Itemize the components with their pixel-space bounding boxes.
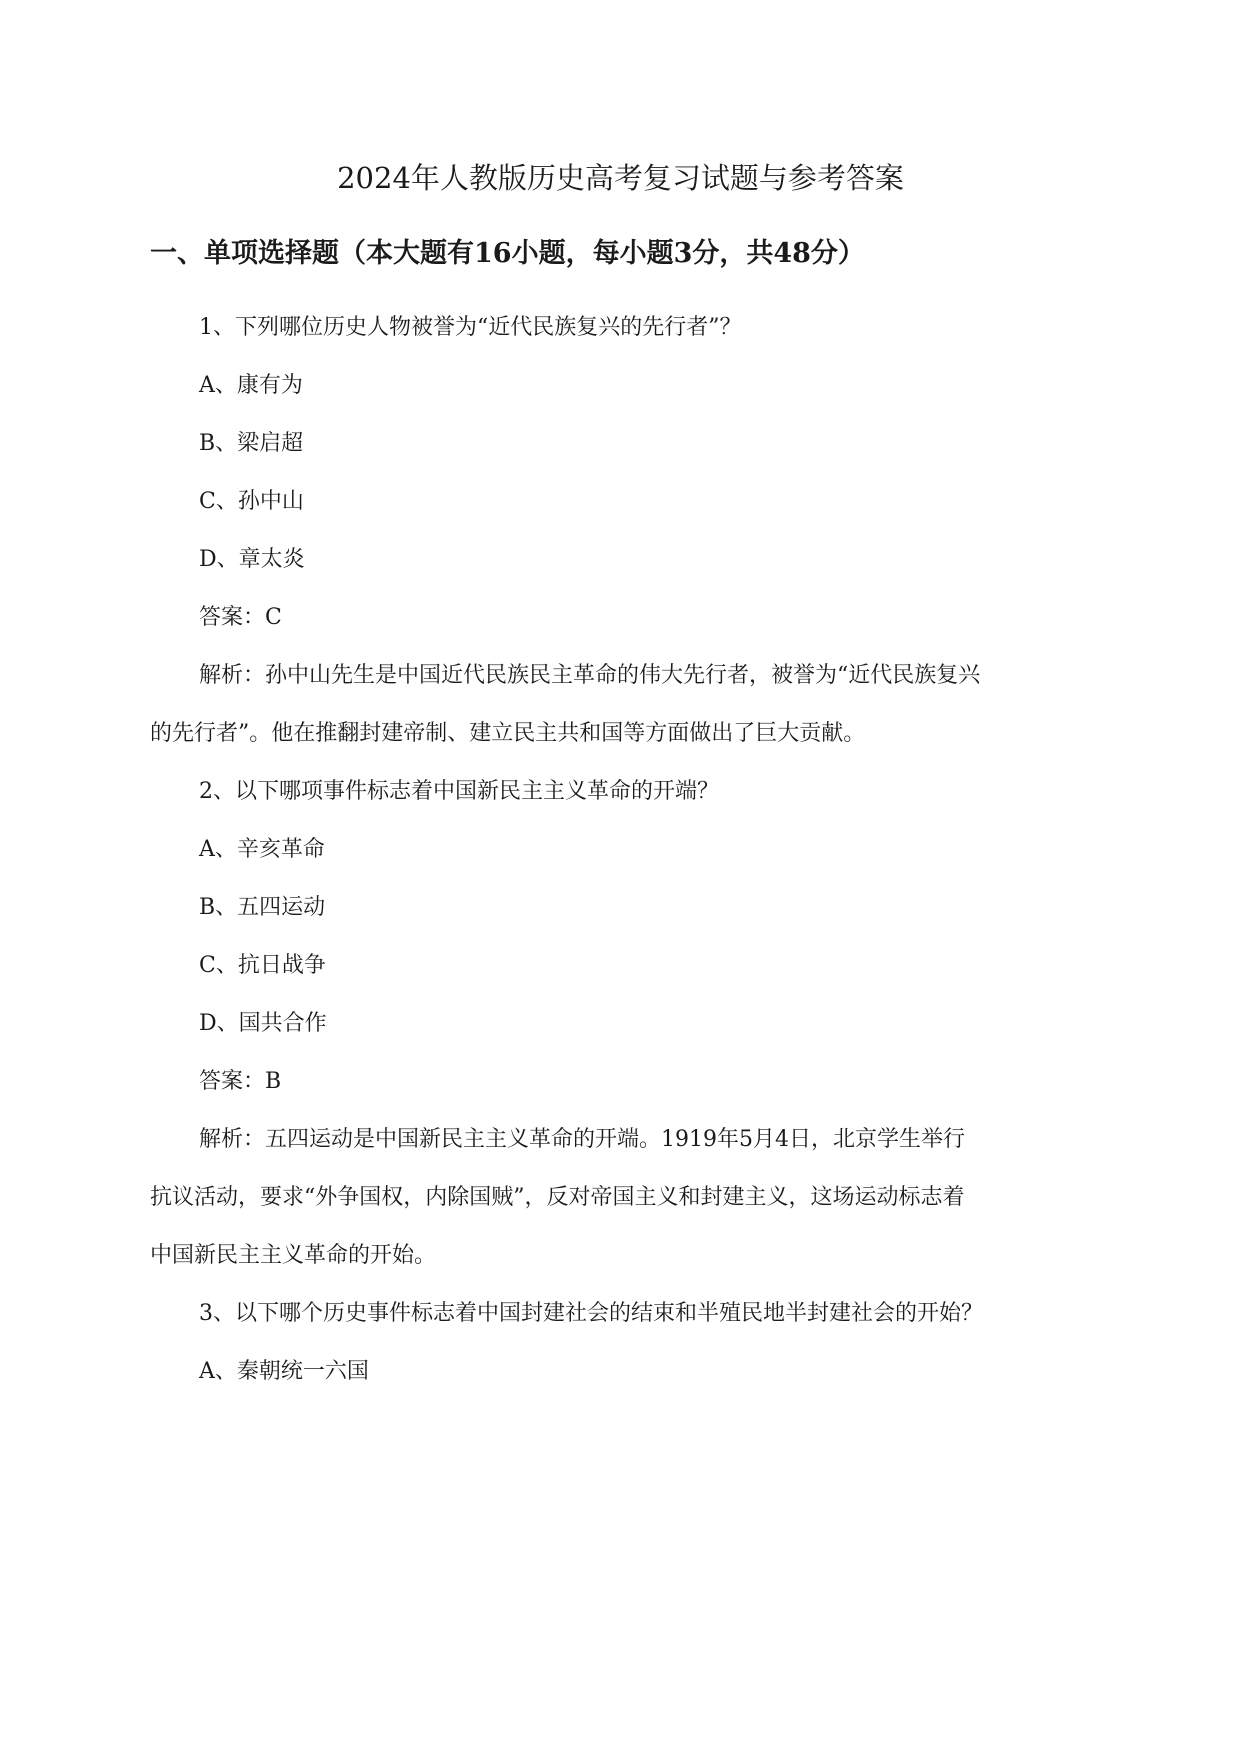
option-a: A、辛亥革命: [199, 837, 325, 862]
analysis-line: 中国新民主主义革命的开始。: [150, 1243, 437, 1268]
option-c: C、孙中山: [199, 489, 304, 514]
question-stem: 3、以下哪个历史事件标志着中国封建社会的结束和半殖民地半封建社会的开始？: [199, 1301, 983, 1326]
answer-line: 答案：B: [199, 1069, 282, 1094]
document-title: 2024年人教版历史高考复习试题与参考答案: [337, 161, 904, 195]
option-a: A、康有为: [199, 373, 303, 398]
question-stem: 2、以下哪项事件标志着中国新民主主义革命的开端？: [199, 779, 719, 804]
analysis-line: 抗议活动，要求“外争国权，内除国贼”，反对帝国主义和封建主义，这场运动标志着: [150, 1185, 965, 1210]
option-d: D、国共合作: [199, 1011, 327, 1036]
option-b: B、梁启超: [199, 431, 304, 456]
option-d: D、章太炎: [199, 547, 305, 572]
answer-line: 答案：C: [199, 605, 282, 630]
option-a: A、秦朝统一六国: [199, 1359, 369, 1384]
analysis-line: 的先行者”。他在推翻封建帝制、建立民主共和国等方面做出了巨大贡献。: [150, 721, 866, 746]
option-b: B、五四运动: [199, 895, 326, 920]
question-stem: 1、下列哪位历史人物被誉为“近代民族复兴的先行者”？: [199, 315, 742, 340]
section-heading: 一、单项选择题（本大题有16小题，每小题3分，共48分）: [150, 238, 865, 269]
analysis-line: 解析：孙中山先生是中国近代民族民主革命的伟大先行者，被誉为“近代民族复兴: [199, 663, 981, 688]
analysis-line: 解析：五四运动是中国新民主主义革命的开端。1919年5月4日，北京学生举行: [199, 1127, 965, 1152]
option-c: C、抗日战争: [199, 953, 326, 978]
